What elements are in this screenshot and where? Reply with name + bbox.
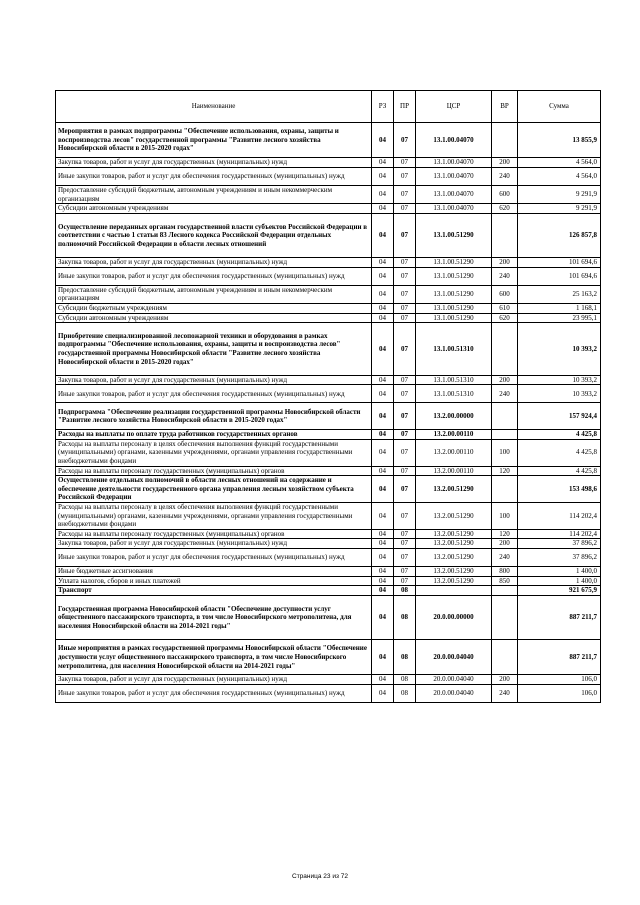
cell-name: Расходы на выплаты персоналу в целях обеспечения выполнения функций государственными (муниципальными) органами, казенными учреждениями, органами управления государственными внебюджетными фондами (56, 503, 372, 530)
cell-sum: 126 857,8 (518, 213, 601, 257)
header-csr: ЦСР (416, 91, 492, 123)
cell-vr: 120 (492, 529, 518, 539)
cell-pr: 07 (394, 503, 416, 530)
table-row (56, 503, 601, 530)
cell-sum: 9 291,9 (518, 204, 601, 214)
cell-name: Иные закупки товаров, работ и услуг для обеспечения государственных (муниципальных) нужд (56, 167, 372, 185)
cell-rz: 04 (372, 267, 394, 285)
cell-vr: 850 (492, 576, 518, 586)
cell-vr: 240 (492, 167, 518, 185)
cell-vr: 100 (492, 439, 518, 466)
table-row (56, 586, 601, 596)
cell-csr: 13.1.00.51290 (416, 213, 492, 257)
table-row (56, 257, 601, 267)
table-row (56, 385, 601, 403)
cell-rz: 04 (372, 503, 394, 530)
cell-sum: 101 694,6 (518, 267, 601, 285)
cell-sum: 9 291,9 (518, 186, 601, 204)
cell-csr: 13.1.00.51310 (416, 375, 492, 385)
cell-sum: 37 896,2 (518, 549, 601, 567)
table-row (56, 375, 601, 385)
table-row (56, 675, 601, 685)
table-row (56, 204, 601, 214)
cell-name: Закупка товаров, работ и услуг для государственных (муниципальных) нужд (56, 257, 372, 267)
cell-sum: 25 163,2 (518, 285, 601, 303)
cell-vr: 200 (492, 675, 518, 685)
cell-vr: 800 (492, 567, 518, 577)
cell-name: Закупка товаров, работ и услуг для государственных (муниципальных) нужд (56, 375, 372, 385)
cell-pr: 07 (394, 313, 416, 323)
cell-vr: 200 (492, 375, 518, 385)
cell-vr: 100 (492, 503, 518, 530)
cell-rz: 04 (372, 204, 394, 214)
cell-csr (416, 586, 492, 596)
table-row (56, 685, 601, 703)
cell-csr: 13.2.00.00110 (416, 439, 492, 466)
cell-csr: 13.1.00.04070 (416, 204, 492, 214)
cell-name: Расходы на выплаты по оплате труда работников государственных органов (56, 430, 372, 440)
cell-name: Закупка товаров, работ и услуг для государственных (муниципальных) нужд (56, 158, 372, 168)
budget-table (55, 90, 601, 703)
cell-pr: 07 (394, 385, 416, 403)
cell-csr: 13.2.00.51290 (416, 567, 492, 577)
cell-rz: 04 (372, 685, 394, 703)
cell-rz: 04 (372, 439, 394, 466)
header-pr: ПР (394, 91, 416, 123)
table-row (56, 213, 601, 257)
cell-name: Субсидии бюджетным учреждениям (56, 303, 372, 313)
table-row (56, 466, 601, 476)
cell-csr: 13.1.00.04070 (416, 123, 492, 158)
cell-pr: 07 (394, 158, 416, 168)
cell-csr: 13.2.00.51290 (416, 529, 492, 539)
cell-vr: 620 (492, 313, 518, 323)
cell-sum: 101 694,6 (518, 257, 601, 267)
cell-rz: 04 (372, 285, 394, 303)
cell-sum: 4 564,0 (518, 158, 601, 168)
cell-csr: 13.2.00.00110 (416, 466, 492, 476)
table-row (56, 539, 601, 549)
cell-vr: 240 (492, 549, 518, 567)
cell-pr: 07 (394, 323, 416, 376)
table-row (56, 430, 601, 440)
table-row (56, 267, 601, 285)
cell-rz: 04 (372, 403, 394, 430)
cell-sum: 10 393,2 (518, 323, 601, 376)
cell-pr: 07 (394, 375, 416, 385)
cell-vr (492, 596, 518, 640)
cell-sum: 106,0 (518, 685, 601, 703)
table-row (56, 596, 601, 640)
cell-sum: 114 202,4 (518, 529, 601, 539)
cell-csr: 13.1.00.51290 (416, 267, 492, 285)
header-vr: ВР (492, 91, 518, 123)
cell-pr: 07 (394, 403, 416, 430)
table-row (56, 403, 601, 430)
cell-csr: 13.1.00.51290 (416, 285, 492, 303)
cell-csr: 20.0.00.04040 (416, 640, 492, 675)
cell-name: Иные закупки товаров, работ и услуг для обеспечения государственных (муниципальных) нужд (56, 685, 372, 703)
cell-name: Предоставление субсидий бюджетным, автономным учреждениям и иным некоммерческим организациям (56, 186, 372, 204)
cell-rz: 04 (372, 303, 394, 313)
cell-pr: 07 (394, 267, 416, 285)
cell-rz: 04 (372, 596, 394, 640)
cell-sum: 1 168,1 (518, 303, 601, 313)
cell-vr (492, 123, 518, 158)
cell-rz: 04 (372, 539, 394, 549)
cell-csr: 20.0.00.00000 (416, 596, 492, 640)
cell-vr (492, 213, 518, 257)
header-sum: Сумма (518, 91, 601, 123)
cell-sum: 13 855,9 (518, 123, 601, 158)
cell-rz: 04 (372, 313, 394, 323)
cell-sum: 4 425,8 (518, 439, 601, 466)
cell-csr: 13.2.00.51290 (416, 503, 492, 530)
cell-pr: 07 (394, 430, 416, 440)
cell-sum: 106,0 (518, 675, 601, 685)
cell-vr (492, 323, 518, 376)
cell-csr: 13.1.00.04070 (416, 167, 492, 185)
cell-rz: 04 (372, 323, 394, 376)
cell-vr: 200 (492, 158, 518, 168)
cell-vr (492, 586, 518, 596)
cell-pr: 07 (394, 539, 416, 549)
cell-rz: 04 (372, 640, 394, 675)
table-row (56, 640, 601, 675)
cell-pr: 07 (394, 439, 416, 466)
cell-name: Закупка товаров, работ и услуг для государственных (муниципальных) нужд (56, 539, 372, 549)
cell-rz: 04 (372, 158, 394, 168)
cell-name: Субсидии автономным учреждениям (56, 204, 372, 214)
cell-csr: 13.1.00.04070 (416, 158, 492, 168)
cell-vr: 240 (492, 685, 518, 703)
cell-pr: 08 (394, 675, 416, 685)
cell-sum: 887 211,7 (518, 596, 601, 640)
cell-csr: 13.1.00.04070 (416, 186, 492, 204)
cell-pr: 07 (394, 123, 416, 158)
cell-vr: 240 (492, 267, 518, 285)
header-rz: РЗ (372, 91, 394, 123)
table-row (56, 167, 601, 185)
table-row (56, 439, 601, 466)
cell-vr (492, 476, 518, 503)
cell-name: Уплата налогов, сборов и иных платежей (56, 576, 372, 586)
cell-pr: 07 (394, 186, 416, 204)
cell-csr: 13.2.00.51290 (416, 576, 492, 586)
cell-sum: 23 995,1 (518, 313, 601, 323)
table-row (56, 549, 601, 567)
cell-name: Иные закупки товаров, работ и услуг для обеспечения государственных (муниципальных) нужд (56, 549, 372, 567)
cell-csr: 13.2.00.51290 (416, 539, 492, 549)
cell-name: Иные мероприятия в рамках государственной программы Новосибирской области "Обеспечение доступности услуг общественного пассажирского транспорта, в том числе Новосибирского метрополитена, для населения Новосибирской области на 2014-2021 годы" (56, 640, 372, 675)
cell-pr: 07 (394, 303, 416, 313)
table-row (56, 567, 601, 577)
cell-csr: 13.1.00.51310 (416, 323, 492, 376)
cell-pr: 07 (394, 204, 416, 214)
cell-pr: 07 (394, 529, 416, 539)
table-row (56, 123, 601, 158)
cell-rz: 04 (372, 213, 394, 257)
cell-csr: 13.2.00.51290 (416, 476, 492, 503)
cell-name: Предоставление субсидий бюджетным, автономным учреждениям и иным некоммерческим организациям (56, 285, 372, 303)
cell-csr: 13.1.00.51290 (416, 257, 492, 267)
cell-csr: 20.0.00.04040 (416, 685, 492, 703)
table-row (56, 476, 601, 503)
cell-rz: 04 (372, 167, 394, 185)
cell-vr: 600 (492, 186, 518, 204)
cell-rz: 04 (372, 385, 394, 403)
cell-csr: 13.1.00.51310 (416, 385, 492, 403)
cell-name: Расходы на выплаты персоналу в целях обеспечения выполнения функций государственными (муниципальными) органами, казенными учреждениями, органами управления государственными внебюджетными фондами (56, 439, 372, 466)
table-row (56, 323, 601, 376)
cell-csr: 13.2.00.51290 (416, 549, 492, 567)
cell-sum: 4 564,0 (518, 167, 601, 185)
cell-vr (492, 403, 518, 430)
cell-vr (492, 430, 518, 440)
cell-csr: 13.1.00.51290 (416, 313, 492, 323)
cell-sum: 4 425,8 (518, 430, 601, 440)
cell-sum: 887 211,7 (518, 640, 601, 675)
cell-pr: 08 (394, 685, 416, 703)
cell-vr: 600 (492, 285, 518, 303)
cell-pr: 07 (394, 466, 416, 476)
cell-name: Мероприятия в рамках подпрограммы "Обеспечение использования, охраны, защиты и воспроизводства лесов" государственной программы "Развитие лесного хозяйства Новосибирской области в 2015-2020 годах" (56, 123, 372, 158)
cell-sum: 921 675,9 (518, 586, 601, 596)
cell-sum: 157 924,4 (518, 403, 601, 430)
table-row (56, 313, 601, 323)
table-body (56, 123, 601, 703)
cell-name: Государственная программа Новосибирской области "Обеспечение доступности услуг общественного пассажирского транспорта, в том числе Новосибирского метрополитена, для населения Новосибирской области на 2014-2021 годы" (56, 596, 372, 640)
cell-name: Осуществление переданных органам государственной власти субъектов Российской Федерации в соответствии с частью 1 статьи 83 Лесного кодекса Российской Федерации отдельных полномочий Российской Федерации в области лесных отношений (56, 213, 372, 257)
cell-pr: 07 (394, 257, 416, 267)
cell-rz: 04 (372, 476, 394, 503)
cell-rz: 04 (372, 186, 394, 204)
cell-vr: 120 (492, 466, 518, 476)
cell-rz: 04 (372, 586, 394, 596)
cell-name: Субсидии автономным учреждениям (56, 313, 372, 323)
cell-sum: 153 498,6 (518, 476, 601, 503)
cell-name: Закупка товаров, работ и услуг для государственных (муниципальных) нужд (56, 675, 372, 685)
cell-pr: 08 (394, 586, 416, 596)
cell-pr: 08 (394, 596, 416, 640)
cell-name: Приобретение специализированной лесопожарной техники и оборудования в рамках подпрограммы "Обеспечение использования, охраны, защиты и воспроизводства лесов" государственной программы Новосибирской области "Развитие лесного хозяйства Новосибирской области в 2015-2020 годах" (56, 323, 372, 376)
cell-sum: 114 202,4 (518, 503, 601, 530)
cell-rz: 04 (372, 466, 394, 476)
cell-rz: 04 (372, 123, 394, 158)
cell-sum: 10 393,2 (518, 375, 601, 385)
cell-rz: 04 (372, 567, 394, 577)
cell-name: Иные бюджетные ассигнования (56, 567, 372, 577)
cell-pr: 07 (394, 285, 416, 303)
table-header-row (56, 91, 601, 123)
cell-pr: 07 (394, 213, 416, 257)
cell-pr: 07 (394, 576, 416, 586)
table-row (56, 158, 601, 168)
cell-csr: 13.2.00.00110 (416, 430, 492, 440)
cell-csr: 13.2.00.00000 (416, 403, 492, 430)
cell-sum: 37 896,2 (518, 539, 601, 549)
cell-rz: 04 (372, 549, 394, 567)
cell-sum: 4 425,8 (518, 466, 601, 476)
cell-vr (492, 640, 518, 675)
cell-rz: 04 (372, 375, 394, 385)
cell-sum: 10 393,2 (518, 385, 601, 403)
table-row (56, 285, 601, 303)
cell-pr: 08 (394, 640, 416, 675)
cell-name: Иные закупки товаров, работ и услуг для обеспечения государственных (муниципальных) нужд (56, 267, 372, 285)
cell-rz: 04 (372, 675, 394, 685)
cell-name: Подпрограмма "Обеспечение реализации государственной программы Новосибирской области "Развитие лесного хозяйства Новосибирской области в 2015-2020 годах" (56, 403, 372, 430)
cell-rz: 04 (372, 257, 394, 267)
cell-pr: 07 (394, 549, 416, 567)
cell-name: Иные закупки товаров, работ и услуг для обеспечения государственных (муниципальных) нужд (56, 385, 372, 403)
header-name: Наименование (56, 91, 372, 123)
table-row (56, 303, 601, 313)
table-row (56, 529, 601, 539)
table-row (56, 186, 601, 204)
cell-csr: 20.0.00.04040 (416, 675, 492, 685)
cell-pr: 07 (394, 167, 416, 185)
cell-rz: 04 (372, 430, 394, 440)
cell-name: Осуществление отдельных полномочий в области лесных отношений на содержание и обеспечение деятельности государственного органа управления лесным хозяйством субъекта Российской Федерации (56, 476, 372, 503)
cell-sum: 1 400,0 (518, 567, 601, 577)
cell-pr: 07 (394, 567, 416, 577)
cell-vr: 240 (492, 385, 518, 403)
cell-vr: 200 (492, 257, 518, 267)
cell-name: Расходы на выплаты персоналу государственных (муниципальных) органов (56, 466, 372, 476)
table-row (56, 576, 601, 586)
page-number: Страница 23 из 72 (292, 873, 348, 880)
cell-name: Транспорт (56, 586, 372, 596)
cell-sum: 1 400,0 (518, 576, 601, 586)
cell-rz: 04 (372, 529, 394, 539)
cell-vr: 200 (492, 539, 518, 549)
cell-pr: 07 (394, 476, 416, 503)
cell-csr: 13.1.00.51290 (416, 303, 492, 313)
cell-vr: 610 (492, 303, 518, 313)
cell-name: Расходы на выплаты персоналу государственных (муниципальных) органов (56, 529, 372, 539)
cell-vr: 620 (492, 204, 518, 214)
cell-rz: 04 (372, 576, 394, 586)
